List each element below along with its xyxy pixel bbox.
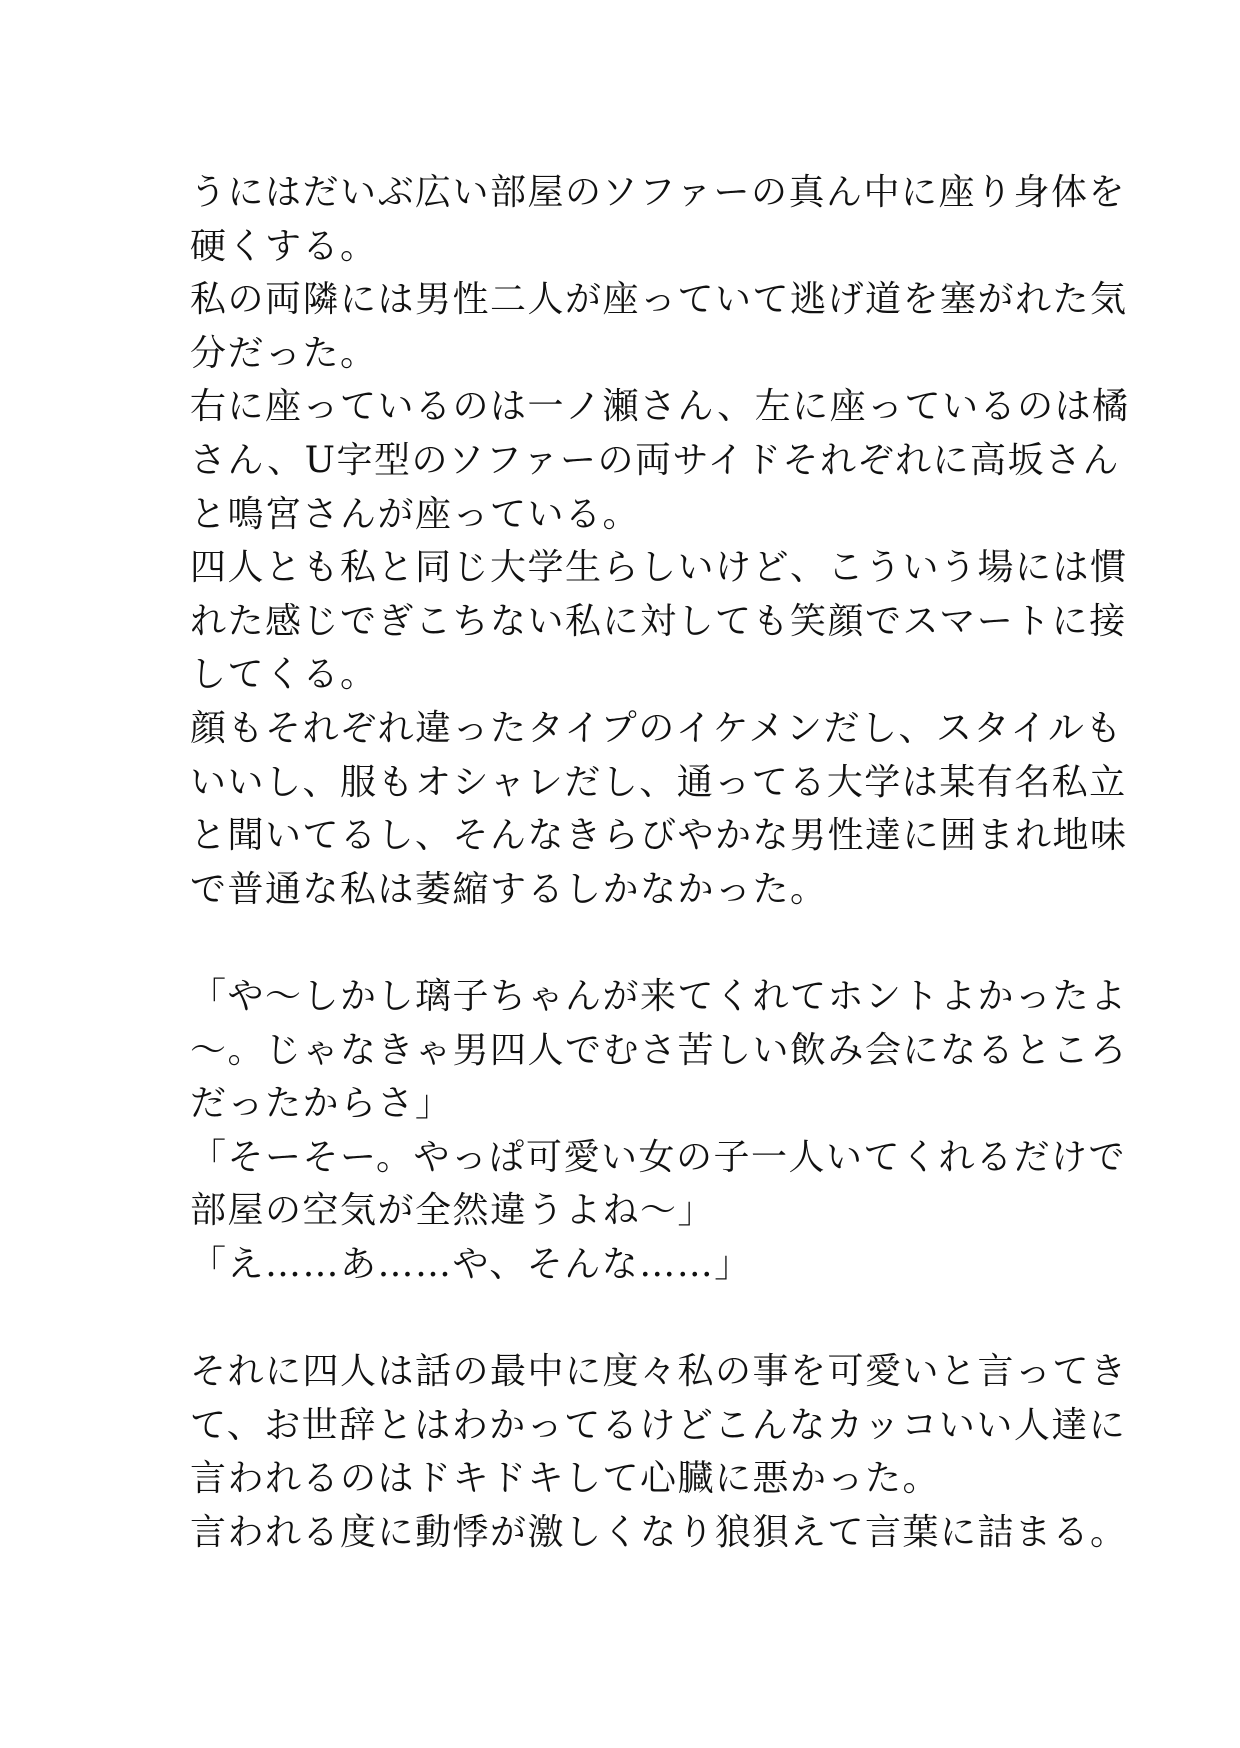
text-line: 硬くする。 [190,225,378,267]
dialogue-line: 「や〜しかし璃子ちゃんが来てくれてホントよかったよ [190,975,1128,1017]
dialogue-line: だったからさ」 [190,1083,453,1125]
body-text [190,166,1130,1559]
dialogue-line: 「そーそー。やっぱ可愛い女の子一人いてくれるだけで [190,1136,1127,1178]
text-line: と鳴宮さんが座っている。 [190,493,641,535]
dialogue-line: 〜。じゃなきゃ男四人でむさ苦しい飲み会になるところ [190,1029,1128,1071]
text-line: さん、U字型のソファーの両サイドそれぞれに高坂さん [190,439,1121,481]
text-line: と聞いてるし、そんなきらびやかな男性達に囲まれ地味 [190,815,1128,857]
text-line: 言われるのはドキドキして心臓に悪かった。 [190,1458,941,1500]
dialogue-line: 「え……あ……や、そんな……」 [190,1243,752,1285]
text-line: それに四人は話の最中に度々私の事を可愛いと言ってき [190,1351,1128,1393]
text-line: 私の両隣には男性二人が座っていて逃げ道を塞がれた気 [190,279,1128,321]
text-line: て、お世辞とはわかってるけどこんなカッコいい人達に [190,1404,1127,1446]
text-line: うにはだいぶ広い部屋のソファーの真ん中に座り身体を [190,172,1127,213]
text-line: 四人とも私と同じ大学生らしいけど、こういう場には慣 [190,547,1128,589]
paragraph-gap [190,916,1070,970]
text-line: 言われる度に動悸が激しくなり狼狽えて言葉に詰まる。 [190,1511,1128,1553]
text-line: れた感じでぎこちない私に対しても笑顔でスマートに接 [190,600,1127,642]
text-line: してくる。 [190,654,378,696]
dialogue-line: 部屋の空気が全然違うよね〜」 [190,1190,716,1232]
text-line: いいし、服もオシャレだし、通ってる大学は某有名私立 [190,761,1127,803]
text-line: で普通な私は萎縮するしかなかった。 [190,868,828,910]
paragraph-gap [190,1291,1070,1345]
text-line: 顔もそれぞれ違ったタイプのイケメンだし、スタイルも [190,707,1123,749]
text-line: 分だった。 [190,332,378,374]
text-line: 右に座っているのは一ノ瀬さん、左に座っているのは橘 [190,386,1130,428]
